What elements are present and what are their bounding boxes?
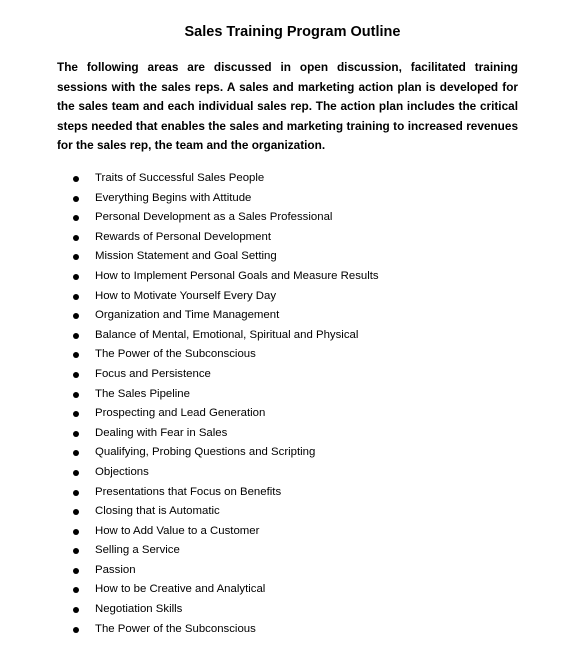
bullet-icon xyxy=(73,254,79,260)
bullet-icon xyxy=(73,235,79,241)
list-item-text: Objections xyxy=(95,465,149,478)
list-item-text: Passion xyxy=(95,563,136,576)
bullet-icon xyxy=(73,490,79,496)
list-item-text: The Sales Pipeline xyxy=(95,387,190,400)
list-item-text: Mission Statement and Goal Setting xyxy=(95,250,277,263)
bullet-icon xyxy=(73,372,79,378)
bullet-icon xyxy=(73,333,79,339)
outline-list xyxy=(0,169,585,639)
bullet-icon xyxy=(73,627,79,633)
list-item xyxy=(0,404,585,424)
list-item xyxy=(0,502,585,522)
list-item-text: Closing that is Automatic xyxy=(95,505,220,518)
list-item xyxy=(0,228,585,248)
list-item-text: Traits of Successful Sales People xyxy=(95,172,265,184)
list-item xyxy=(0,522,585,542)
list-item-text: Presentations that Focus on Benefits xyxy=(95,485,282,498)
list-item xyxy=(0,267,585,287)
list-item xyxy=(0,620,585,640)
list-item xyxy=(0,424,585,444)
bullet-icon xyxy=(73,215,79,221)
document-title: Sales Training Program Outline xyxy=(184,24,401,40)
list-item xyxy=(0,385,585,405)
list-item xyxy=(0,345,585,365)
bullet-icon xyxy=(73,548,79,554)
list-item xyxy=(0,365,585,385)
list-item-text: Dealing with Fear in Sales xyxy=(95,426,228,439)
list-item-text: How to Implement Personal Goals and Measure Results xyxy=(95,269,379,282)
list-item-text: Selling a Service xyxy=(95,544,180,557)
bullet-icon xyxy=(73,529,79,535)
bullet-icon xyxy=(73,431,79,437)
list-item xyxy=(0,169,585,189)
list-item-text: How to be Creative and Analytical xyxy=(95,583,266,596)
list-item-text: Focus and Persistence xyxy=(95,367,211,380)
list-item-text: Prospecting and Lead Generation xyxy=(95,407,266,420)
list-item xyxy=(0,208,585,228)
list-item xyxy=(0,561,585,581)
list-item xyxy=(0,541,585,561)
bullet-icon xyxy=(73,470,79,476)
list-item xyxy=(0,247,585,267)
list-item xyxy=(0,463,585,483)
bullet-icon xyxy=(73,411,79,417)
bullet-icon xyxy=(73,392,79,398)
list-item-text: The Power of the Subconscious xyxy=(95,348,256,361)
bullet-icon xyxy=(73,313,79,319)
bullet-icon xyxy=(73,587,79,593)
list-item-text: Rewards of Personal Development xyxy=(95,230,272,243)
list-item-text: How to Add Value to a Customer xyxy=(95,524,260,537)
list-item-text: Negotiation Skills xyxy=(95,603,183,616)
list-item-text: Balance of Mental, Emotional, Spiritual and Physical xyxy=(95,328,359,341)
bullet-icon xyxy=(73,450,79,456)
bullet-icon xyxy=(73,509,79,515)
list-item xyxy=(0,306,585,326)
list-item xyxy=(0,189,585,209)
list-item xyxy=(0,580,585,600)
list-item xyxy=(0,443,585,463)
list-item-text: Qualifying, Probing Questions and Scripting xyxy=(95,446,316,459)
bullet-icon xyxy=(73,607,79,613)
list-item xyxy=(0,287,585,307)
bullet-icon xyxy=(73,568,79,574)
bullet-icon xyxy=(73,196,79,202)
list-item-text: How to Motivate Yourself Every Day xyxy=(95,289,277,302)
list-item xyxy=(0,600,585,620)
bullet-icon xyxy=(73,352,79,358)
bullet-icon xyxy=(73,176,79,182)
list-item-text: The Power of the Subconscious xyxy=(95,622,256,635)
list-item-text: Everything Begins with Attitude xyxy=(95,191,252,204)
bullet-icon xyxy=(73,274,79,280)
list-item-text: Organization and Time Management xyxy=(95,309,280,322)
intro-paragraph: The following areas are discussed in open discussion, facilitated training sessions with the sales reps. A sales and marketing action plan is developed for the sales team and each individual sales rep. The action plan includes the critical steps needed that enables the sales and marketing training to increased revenues for the sales rep, the team and the organization. xyxy=(57,60,518,153)
bullet-icon xyxy=(73,294,79,300)
list-item xyxy=(0,483,585,503)
list-item xyxy=(0,326,585,346)
list-item-text: Personal Development as a Sales Professional xyxy=(95,211,333,224)
